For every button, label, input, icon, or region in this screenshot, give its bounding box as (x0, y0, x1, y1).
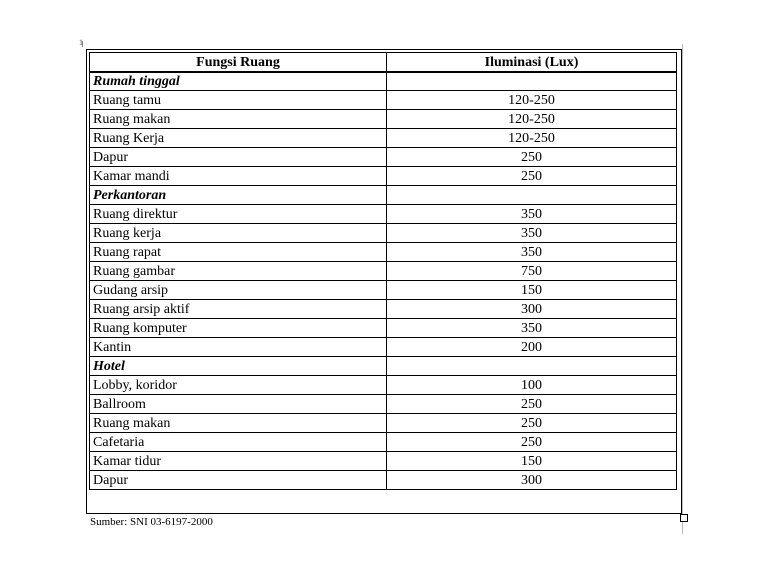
table-row (89, 300, 677, 319)
category-label[interactable]: Perkantoran (89, 186, 387, 205)
illumination-cell[interactable] (387, 72, 677, 91)
illumination-cell[interactable]: 350 (387, 319, 677, 338)
table-row (89, 319, 677, 338)
room-function-cell[interactable]: Cafetaria (89, 433, 387, 452)
table-row (89, 414, 677, 433)
table-row (89, 338, 677, 357)
room-function-cell[interactable]: Ruang direktur (89, 205, 387, 224)
room-function-cell[interactable]: Kantin (89, 338, 387, 357)
category-row (89, 72, 677, 91)
room-function-cell[interactable]: Ballroom (89, 395, 387, 414)
page-marker: 1 (79, 38, 83, 47)
illumination-table[interactable] (86, 49, 682, 514)
table-header-row (89, 52, 677, 72)
table-row (89, 452, 677, 471)
illumination-cell[interactable]: 300 (387, 300, 677, 319)
table-resize-handle[interactable] (680, 514, 688, 522)
illumination-cell[interactable]: 250 (387, 167, 677, 186)
illumination-cell[interactable] (387, 186, 677, 205)
room-function-cell[interactable]: Lobby, koridor (89, 376, 387, 395)
illumination-cell[interactable]: 350 (387, 205, 677, 224)
illumination-cell[interactable]: 150 (387, 281, 677, 300)
illumination-cell[interactable]: 750 (387, 262, 677, 281)
illumination-cell[interactable]: 250 (387, 414, 677, 433)
room-function-cell[interactable]: Dapur (89, 471, 387, 490)
illumination-cell[interactable]: 120-250 (387, 91, 677, 110)
table-row (89, 91, 677, 110)
room-function-cell[interactable]: Dapur (89, 148, 387, 167)
table-row (89, 281, 677, 300)
category-row (89, 186, 677, 205)
room-function-cell[interactable]: Ruang makan (89, 414, 387, 433)
illumination-cell[interactable]: 120-250 (387, 129, 677, 148)
header-room-function[interactable]: Fungsi Ruang (89, 52, 387, 72)
table-row (89, 224, 677, 243)
illumination-cell[interactable]: 120-250 (387, 110, 677, 129)
illumination-cell[interactable]: 200 (387, 338, 677, 357)
table-grid (89, 52, 677, 490)
source-note: Sumber: SNI 03-6197-2000 (90, 516, 213, 528)
table-row (89, 167, 677, 186)
table-anchor-marker (79, 38, 87, 47)
category-label[interactable]: Hotel (89, 357, 387, 376)
table-row (89, 395, 677, 414)
table-row (89, 148, 677, 167)
illumination-cell[interactable]: 100 (387, 376, 677, 395)
margin-guide (682, 44, 683, 534)
table-row (89, 205, 677, 224)
room-function-cell[interactable]: Ruang kerja (89, 224, 387, 243)
table-row (89, 433, 677, 452)
table-body (89, 72, 677, 490)
room-function-cell[interactable]: Ruang komputer (89, 319, 387, 338)
illumination-cell[interactable]: 250 (387, 148, 677, 167)
illumination-cell[interactable]: 250 (387, 433, 677, 452)
room-function-cell[interactable]: Gudang arsip (89, 281, 387, 300)
room-function-cell[interactable]: Ruang arsip aktif (89, 300, 387, 319)
room-function-cell[interactable]: Kamar mandi (89, 167, 387, 186)
room-function-cell[interactable]: Ruang makan (89, 110, 387, 129)
illumination-cell[interactable]: 350 (387, 243, 677, 262)
table-row (89, 243, 677, 262)
table-row (89, 129, 677, 148)
illumination-cell[interactable]: 350 (387, 224, 677, 243)
room-function-cell[interactable]: Ruang Kerja (89, 129, 387, 148)
room-function-cell[interactable]: Ruang rapat (89, 243, 387, 262)
room-function-cell[interactable]: Ruang tamu (89, 91, 387, 110)
room-function-cell[interactable]: Ruang gambar (89, 262, 387, 281)
illumination-cell[interactable]: 150 (387, 452, 677, 471)
table-row (89, 262, 677, 281)
category-row (89, 357, 677, 376)
category-label[interactable]: Rumah tinggal (89, 72, 387, 91)
illumination-cell[interactable]: 300 (387, 471, 677, 490)
illumination-cell[interactable]: 250 (387, 395, 677, 414)
table-row (89, 110, 677, 129)
illumination-cell[interactable] (387, 357, 677, 376)
header-illumination[interactable]: Iluminasi (Lux) (387, 52, 677, 72)
table-row (89, 471, 677, 490)
table-row (89, 376, 677, 395)
room-function-cell[interactable]: Kamar tidur (89, 452, 387, 471)
